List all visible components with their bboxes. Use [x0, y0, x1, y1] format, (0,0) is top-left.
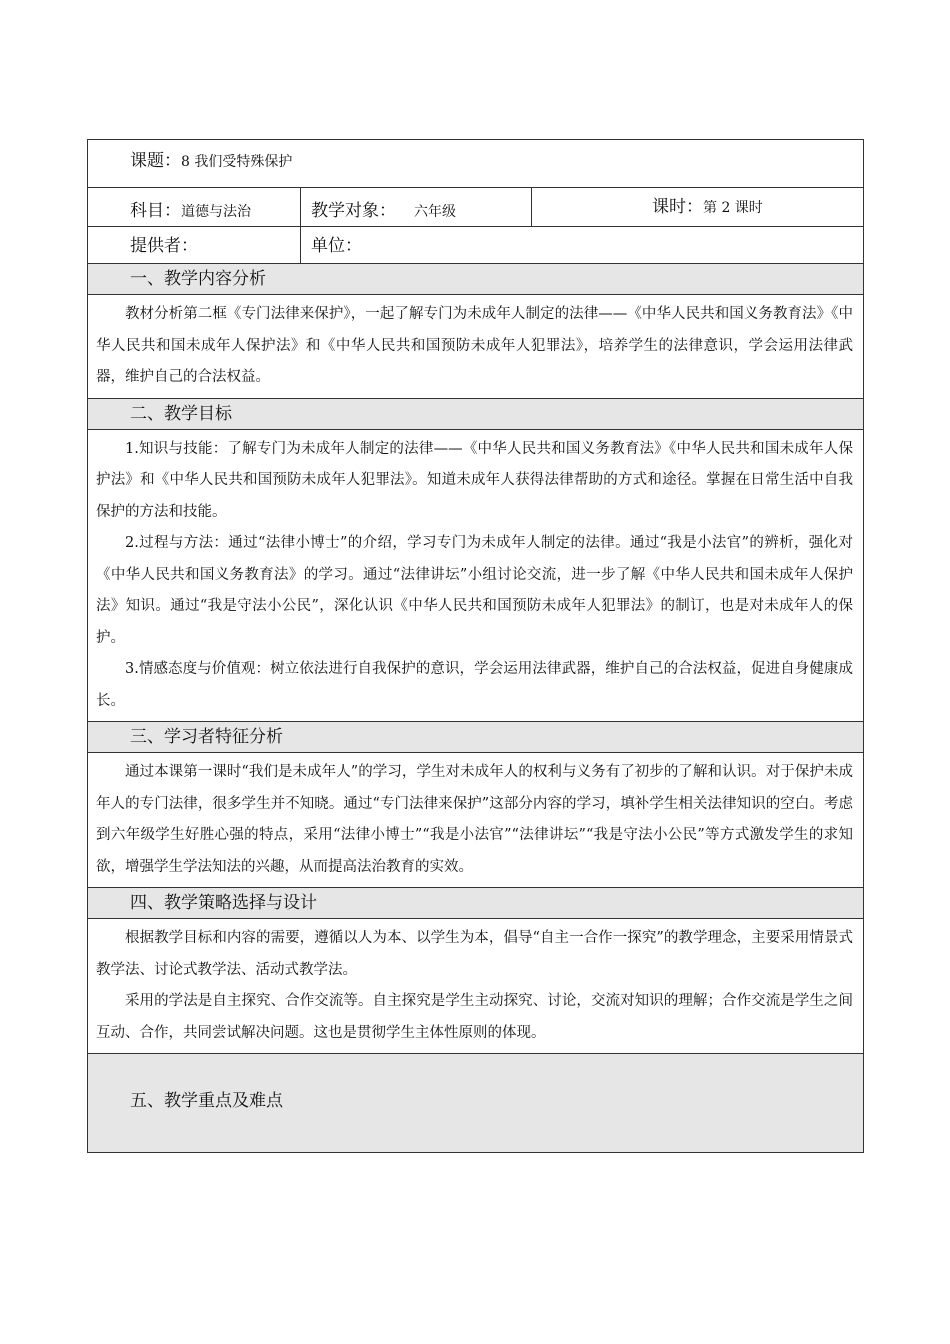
- section-heading: 四、教学策略选择与设计: [130, 893, 317, 913]
- subject-cell: [88, 188, 301, 227]
- provider-row: [88, 227, 864, 264]
- unit-cell: [301, 227, 864, 264]
- period-cell: [532, 188, 864, 227]
- meta-row: [88, 188, 864, 227]
- section-paragraph: 3.情感态度与价值观：树立依法进行自我保护的意识，学会运用法律武器，维护自己的合法权益，促进自身健康成长。: [96, 661, 853, 709]
- section-paragraph: 教材分析第二框《专门法律来保护》，一起了解专门为未成年人制定的法律——《中华人民共和国义务教育法》《中华人民共和国未成年人保护法》和《中华人民共和国预防未成年人犯罪法》，培养学生的法律意识，学会运用法律武器，维护自己的合法权益。: [96, 306, 853, 385]
- lesson-plan-table: [87, 139, 864, 1153]
- section-heading: 一、教学内容分析: [130, 269, 266, 289]
- section-heading: 五、教学重点及难点: [130, 1091, 283, 1111]
- period-label: 课时：: [652, 197, 703, 217]
- section-heading-row: [88, 888, 864, 919]
- section-heading: 二、教学目标: [130, 403, 232, 424]
- section-body-row: [88, 429, 864, 722]
- topic-label: 课题：: [130, 151, 181, 171]
- section-paragraph: 通过本课第一课时“我们是未成年人”的学习，学生对未成年人的权利与义务有了初步的了解和认识。对于保护未成年人的专门法律，很多学生并不知晓。通过“专门法律来保护”这部分内容的学习，填补学生相关法律知识的空白。考虑到六年级学生好胜心强的特点，采用“法律小博士”“我是小法官”“法律讲坛”“我是守法小公民”等方式激发学生的求知欲，增强学生学法知法的兴趣，从而提高法治教育的实效。: [96, 764, 853, 875]
- section-body-row: [88, 753, 864, 888]
- audience-cell: [301, 188, 532, 227]
- section-heading-row: [88, 398, 864, 429]
- provider-cell: [88, 227, 301, 264]
- topic-cell: [88, 140, 864, 188]
- audience-value: 六年级: [414, 204, 456, 220]
- subject-value: 道德与法治: [181, 204, 251, 220]
- section-body-row: [88, 919, 864, 1054]
- provider-label: 提供者：: [130, 236, 198, 256]
- topic-value: 8 我们受特殊保护: [181, 154, 293, 170]
- section-body-row: [88, 295, 864, 399]
- section-heading: 三、学习者特征分析: [130, 727, 283, 747]
- section-paragraph: 采用的学法是自主探究、合作交流等。自主探究是学生主动探究、讨论，交流对知识的理解；合作交流是学生之间互动、合作，共同尝试解决问题。这也是贯彻学生主体性原则的体现。: [96, 993, 853, 1041]
- section-heading-row: [88, 1054, 864, 1153]
- unit-label: 单位：: [311, 236, 362, 256]
- section-heading-row: [88, 722, 864, 753]
- section-paragraph: 2.过程与方法：通过“法律小博士”的介绍，学习专门为未成年人制定的法律。通过“我是小法官”的辨析，强化对《中华人民共和国义务教育法》的学习。通过“法律讲坛”小组讨论交流，进一步了解《中华人民共和国未成年人保护法》知识。通过“我是守法小公民”，深化认识《中华人民共和国预防未成年人犯罪法》的制订，也是对未成年人的保护。: [96, 535, 853, 646]
- audience-label: 教学对象：: [311, 201, 396, 221]
- period-value: 第 2 课时: [703, 200, 763, 216]
- section-heading-row: [88, 264, 864, 295]
- topic-row: [88, 140, 864, 188]
- section-paragraph: 1.知识与技能：了解专门为未成年人制定的法律——《中华人民共和国义务教育法》《中华人民共和国未成年人保护法》和《中华人民共和国预防未成年人犯罪法》。知道未成年人获得法律帮助的方式和途径。掌握在日常生活中自我保护的方法和技能。: [96, 440, 853, 520]
- section-paragraph: 根据教学目标和内容的需要，遵循以人为本、以学生为本，倡导“自主一合作一探究”的教学理念，主要采用情景式教学法、讨论式教学法、活动式教学法。: [96, 930, 853, 978]
- subject-label: 科目：: [130, 201, 181, 221]
